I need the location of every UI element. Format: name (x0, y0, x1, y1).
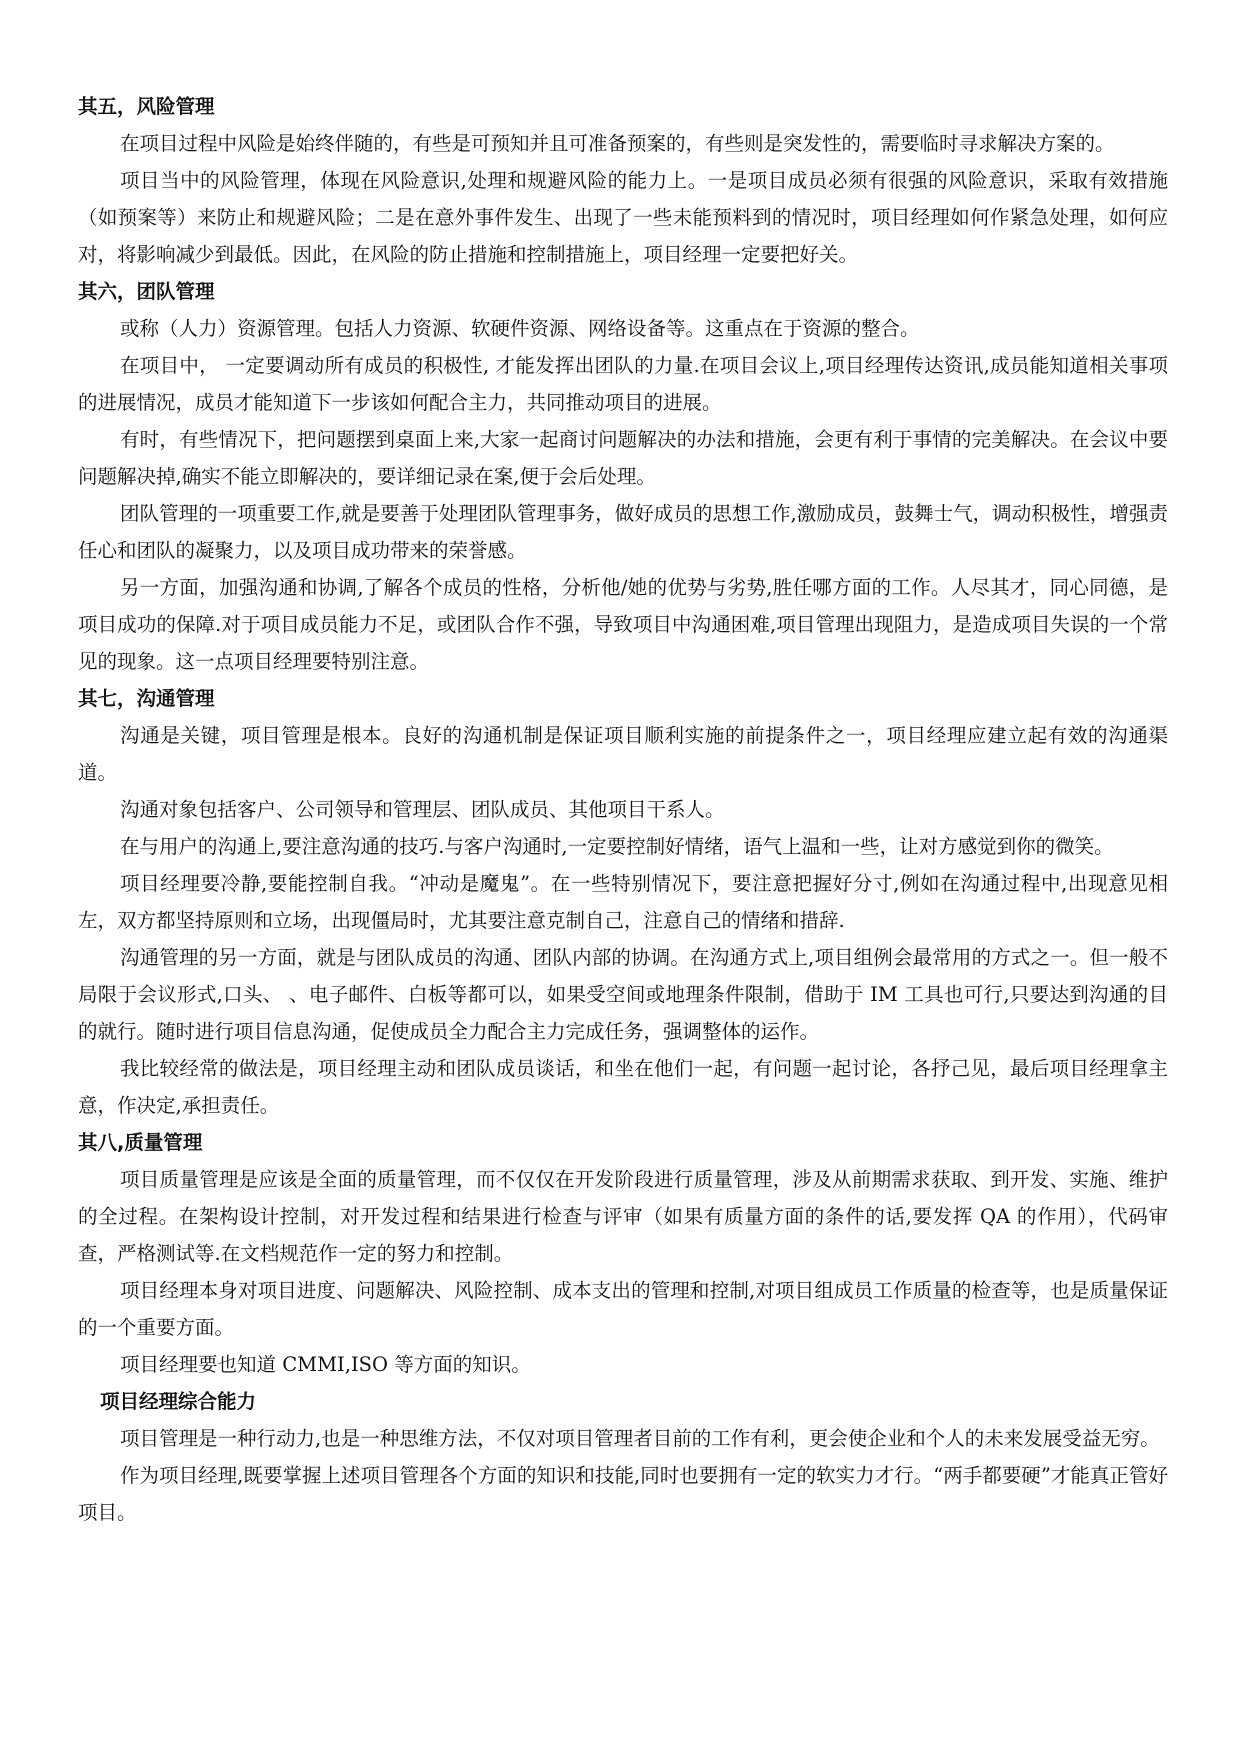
paragraph: 另一方面，加强沟通和协调,了解各个成员的性格，分析他/她的优势与劣势,胜任哪方面的工作。人尽其才，同心同德，是项目成功的保障.对于项目成员能力不足，或团队合作不强，导致项目中沟通困难,项目管理出现阻力，是造成项目失误的一个常见的现象。这一点项目经理要特别注意。 (78, 576, 1168, 673)
section-team-management (78, 273, 1168, 680)
paragraph: 项目经理本身对项目进度、问题解决、风险控制、成本支出的管理和控制,对项目组成员工作质量的检查等，也是质量保证的一个重要方面。 (78, 1279, 1168, 1339)
document-page (78, 88, 1168, 1531)
paragraph: 有时，有些情况下，把问题摆到桌面上来,大家一起商讨问题解决的办法和措施，会更有利于事情的完美解决。在会议中要问题解决掉,确实不能立即解决的，要详细记录在案,便于会后处理。 (78, 428, 1168, 488)
section-heading: 项目经理综合能力 (100, 1390, 257, 1413)
section-heading: 其六，团队管理 (78, 280, 215, 303)
section-communication-management (78, 680, 1168, 1124)
section-pm-comprehensive-ability (78, 1383, 1168, 1531)
paragraph: 在项目中， 一定要调动所有成员的积极性, 才能发挥出团队的力量.在项目会议上,项目经理传达资讯,成员能知道相关事项的进展情况，成员才能知道下一步该如何配合主力，共同推动项目的进展。 (78, 354, 1168, 414)
paragraph: 或称（人力）资源管理。包括人力资源、软硬件资源、网络设备等。这重点在于资源的整合。 (120, 317, 920, 340)
paragraph: 沟通对象包括客户、公司领导和管理层、团队成员、其他项目干系人。 (120, 798, 725, 821)
paragraph: 项目质量管理是应该是全面的质量管理，而不仅仅在开发阶段进行质量管理，涉及从前期需求获取、到开发、实施、维护的全过程。在架构设计控制，对开发过程和结果进行检查与评审（如果有质量方面的条件的话,要发挥 QA 的作用），代码审查，严格测试等.在文档规范作一定的努力和控制。 (78, 1168, 1168, 1265)
paragraph: 项目经理要冷静,要能控制自我。“冲动是魔鬼”。在一些特别情况下，要注意把握好分寸,例如在沟通过程中,出现意见相左，双方都坚持原则和立场，出现僵局时，尤其要注意克制自己，注意自己的情绪和措辞. (78, 872, 1168, 932)
paragraph: 在与用户的沟通上,要注意沟通的技巧.与客户沟通时,一定要控制好情绪，语气上温和一些，让对方感觉到你的微笑。 (120, 835, 1114, 858)
section-heading: 其八,质量管理 (78, 1131, 203, 1154)
paragraph: 在项目过程中风险是始终伴随的，有些是可预知并且可准备预案的，有些则是突发性的，需要临时寻求解决方案的。 (120, 132, 1115, 155)
paragraph: 作为项目经理,既要掌握上述项目管理各个方面的知识和技能,同时也要拥有一定的软实力才行。“两手都要硬”才能真正管好项目。 (78, 1464, 1168, 1524)
section-risk-management (78, 88, 1168, 273)
paragraph: 团队管理的一项重要工作,就是要善于处理团队管理事务，做好成员的思想工作,激励成员，鼓舞士气，调动积极性，增强责任心和团队的凝聚力，以及项目成功带来的荣誉感。 (78, 502, 1168, 562)
paragraph: 沟通是关键，项目管理是根本。良好的沟通机制是保证项目顺利实施的前提条件之一，项目经理应建立起有效的沟通渠道。 (78, 724, 1168, 784)
paragraph: 沟通管理的另一方面，就是与团队成员的沟通、团队内部的协调。在沟通方式上,项目组例会最常用的方式之一。但一般不局限于会议形式,口头、 、电子邮件、白板等都可以，如果受空间或地理条件限制，借助于 IM 工具也可行,只要达到沟通的目的就行。随时进行项目信息沟通，促使成员全力配合主力完成任务，强调整体的运作。 (78, 946, 1168, 1043)
paragraph: 我比较经常的做法是，项目经理主动和团队成员谈话，和坐在他们一起，有问题一起讨论，各抒己见，最后项目经理拿主意，作决定,承担责任。 (78, 1057, 1168, 1117)
section-heading: 其七，沟通管理 (78, 687, 215, 710)
paragraph: 项目经理要也知道 CMMI,ISO 等方面的知识。 (120, 1353, 531, 1376)
paragraph: 项目管理是一种行动力,也是一种思维方法，不仅对项目管理者目前的工作有利，更会使企业和个人的未来发展受益无穷。 (120, 1427, 1160, 1450)
section-quality-management (78, 1124, 1168, 1383)
paragraph: 项目当中的风险管理，体现在风险意识,处理和规避风险的能力上。一是项目成员必须有很强的风险意识，采取有效措施（如预案等）来防止和规避风险；二是在意外事件发生、出现了一些未能预料到的情况时，项目经理如何作紧急处理，如何应对，将影响减少到最低。因此，在风险的防止措施和控制措施上，项目经理一定要把好关。 (78, 169, 1168, 266)
section-heading: 其五，风险管理 (78, 95, 215, 118)
